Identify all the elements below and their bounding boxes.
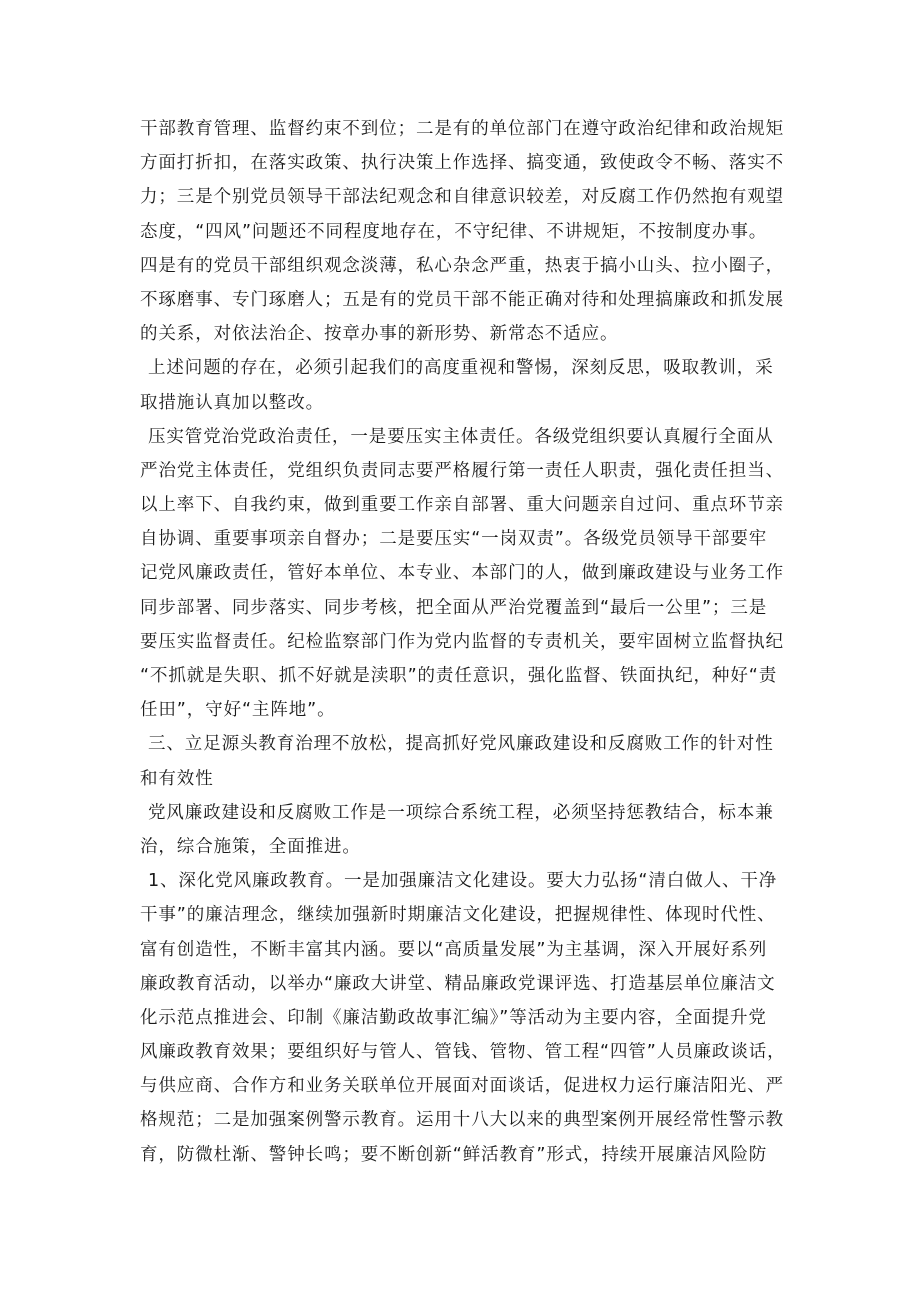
text-line: 与供应商、合作方和业务关联单位开展面对面谈话，促进权力运行廉洁阳光、严 [140,1076,784,1097]
text-line: 压实管党治党政治责任，一是要压实主体责任。各级党组织要认真履行全面从 [148,426,774,447]
text-line: 治，综合施策，全面推进。 [140,836,361,857]
document-body [140,112,790,1172]
text-line: 廉政教育活动，以举办“廉政大讲堂、精品廉政党课评选、打造基层单位廉洁文 [140,973,776,994]
text-line: 记党风廉政责任，管好本单位、本专业、本部门的人，做到廉政建设与业务工作 [140,563,784,584]
paragraph-responsibility [140,420,790,728]
text-line: 同步部署、同步落实、同步考核，把全面从严治党覆盖到“最后一公里”；三是 [140,597,768,618]
text-line: 格规范；二是加强案例警示教育。运用十八大以来的典型案例开展经常性警示教 [140,1110,784,1131]
section-heading [140,727,790,795]
text-line: 干部教育管理、监督约束不到位；二是有的单位部门在遵守政治纪律和政治规矩 [140,119,784,139]
text-line: 的关系，对依法治企、按章办事的新形势、新常态不适应。 [140,324,619,345]
paragraph-rectification [140,351,790,419]
text-line: 干事”的廉洁理念，继续加强新时期廉洁文化建设，把握规律性、体现时代性、 [140,905,776,926]
text-line: 三、立足源头教育治理不放松，提高抓好党风廉政建设和反腐败工作的针对性 [148,734,774,755]
text-line: 化示范点推进会、印制《廉洁勤政故事汇编》”等活动为主要内容，全面提升党 [140,1007,767,1028]
text-line: 上述问题的存在，必须引起我们的高度重视和警惕，深刻反思，吸取教训，采 [148,358,774,379]
text-line: 富有创造性，不断丰富其内涵。要以“高质量发展”为主基调，深入开展好系列 [140,939,768,960]
text-line: 方面打折扣，在落实政策、执行决策上作选择、搞变通，致使政令不畅、落实不 [140,153,784,174]
text-line: 风廉政教育效果；要组织好与管人、管钱、管物、管工程“四管”人员廉政谈话， [140,1042,786,1063]
text-line: 力；三是个别党员领导干部法纪观念和自律意识较差，对反腐工作仍然抱有观望 [140,187,784,208]
text-line: 要压实监督责任。纪检监察部门作为党内监督的专责机关，要牢固树立监督执纪 [140,631,784,652]
text-line: 党风廉政建设和反腐败工作是一项综合系统工程，必须坚持惩教结合，标本兼 [148,802,774,823]
text-line: 育，防微杜渐、警钟长鸣；要不断创新“鲜活教育”形式，持续开展廉洁风险防 [140,1144,768,1165]
text-line: 和有效性 [140,768,214,789]
text-line: 自协调、重要事项亲自督办；二是要压实“一岗双责”。各级党员领导干部要牢 [140,529,768,550]
text-line: 严治党主体责任，党组织负责同志要严格履行第一责任人职责，强化责任担当、 [140,460,784,481]
text-line: 任田”，守好“主阵地”。 [140,700,336,721]
text-line: “不抓就是失职、抓不好就是渎职”的责任意识，强化监督、铁面执纪，种好“责 [140,666,778,686]
text-line: 不琢磨事、专门琢磨人；五是有的党员干部不能正确对待和处理搞廉政和抓发展 [140,289,784,310]
text-line: 以上率下、自我约束，做到重要工作亲自部署、重大问题亲自过问、重点环节亲 [140,495,784,516]
text-line: 1、深化党风廉政教育。一是加强廉洁文化建设。要大力弘扬“清白做人、干净 [148,871,778,892]
text-line: 态度，“四风”问题还不同程度地存在，不守纪律、不讲规矩，不按制度办事。 [140,221,768,242]
text-line: 取措施认真加以整改。 [140,392,324,413]
paragraph-education [140,864,790,1172]
paragraph-overview [140,796,790,864]
text-line: 四是有的党员干部组织观念淡薄，私心杂念严重，热衷于搞小山头、拉小圈子， [140,255,784,276]
paragraph-problems [140,112,790,351]
